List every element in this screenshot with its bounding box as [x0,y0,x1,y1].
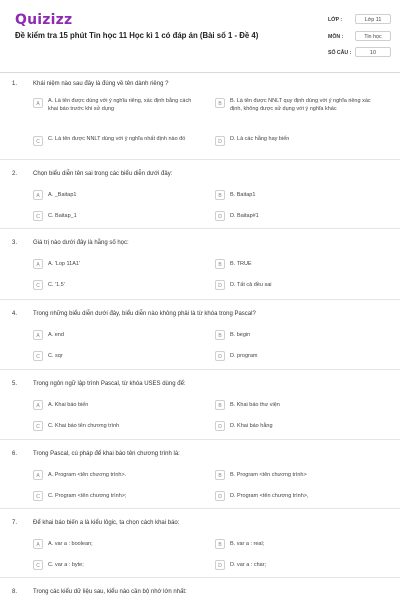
question-divider [0,508,400,509]
option-text: B. Là tên được NNLT quy định dùng với ý nghĩa riêng xác định, không được sử dụng với ý nghĩa khác [230,98,371,112]
option-text: C. Là tên được NNLT dùng với ý nghĩa nhất định nào đó [48,136,186,142]
option-letter-box: D [215,136,225,146]
answer-option-b[interactable] [215,330,375,340]
answer-option-a[interactable] [33,470,193,480]
option-text: C. Program <tên chương trình>; [48,493,127,499]
option-letter-box: D [215,491,225,501]
option-text: A. 'Lop 11A1' [48,261,80,267]
option-letter-box: C [33,280,43,290]
answer-option-d[interactable] [215,491,375,501]
option-text: B. Baitap1 [230,192,256,198]
question-number: 3. [12,240,18,246]
class-value: Lớp 11 [355,14,391,24]
answer-option-a[interactable] [33,400,193,410]
option-text: C. '1.5' [48,282,65,288]
worksheet-header [0,0,400,73]
answer-option-a[interactable] [33,330,193,340]
answer-option-c[interactable] [33,280,193,290]
option-text: A. Là tên được dùng với ý nghĩa riêng, xác định bằng cách khai báo trước khi sử dụng [48,98,192,112]
option-letter-box: C [33,211,43,221]
answer-option-d[interactable] [215,136,375,146]
option-letter-box: C [33,560,43,570]
option-text: C. Khai báo tên chương trình [48,423,120,429]
answer-option-b[interactable] [215,259,375,269]
subject-value: Tin học [355,31,391,41]
subject-label: MÔN : [328,34,344,40]
option-letter-box: B [215,98,225,108]
answer-option-c[interactable] [33,491,193,501]
answer-option-d[interactable] [215,421,375,431]
option-letter-box: A [33,470,43,480]
option-text: B. var a : real; [230,541,265,547]
question-divider [0,577,400,578]
question-number: 8. [12,589,18,595]
option-letter-box: B [215,470,225,480]
option-text: B. begin [230,332,251,338]
question-divider [0,228,400,229]
option-letter-box: B [215,190,225,200]
option-letter-box: C [33,421,43,431]
option-text: D. Là các hằng hay biến [230,136,290,142]
answer-option-a[interactable] [33,259,193,269]
answer-option-c[interactable] [33,421,193,431]
option-letter-box: C [33,491,43,501]
option-text: A. Program <tên chương trình>. [48,472,127,478]
question-text: Khái niệm nào sau đây là đúng về tên dành riêng ? [33,81,169,87]
answer-option-b[interactable] [215,190,375,200]
option-text: A. Khai báo biến [48,402,89,408]
option-letter-box: A [33,400,43,410]
option-letter-box: B [215,330,225,340]
question-text: Để khai báo biến a là kiểu lôgic, ta chọn cách khai báo: [33,520,180,526]
option-text: D. Program <tên chương trình>, [230,493,309,499]
question-text: Giá trị nào dưới đây là hằng số học: [33,240,129,246]
question-text: Trong Pascal, cú pháp để khai báo tên chương trình là: [33,451,180,457]
question-text: Trong ngôn ngữ lập trình Pascal, từ khóa USES dùng để: [33,381,186,387]
option-letter-box: D [215,211,225,221]
option-text: D. var a : char; [230,562,267,568]
question-number: 6. [12,451,18,457]
question-number: 2. [12,171,18,177]
option-text: A. _Baitap1 [48,192,77,198]
question-text: Trong những biểu diễn dưới đây, biểu diễn nào không phải là từ khóa trong Pascal? [33,311,256,317]
question-number: 5. [12,381,18,387]
class-label: LỚP : [328,17,343,23]
option-text: B. Khai báo thư viện [230,402,280,408]
option-text: B. TRUE [230,261,252,267]
answer-option-c[interactable] [33,351,193,361]
option-letter-box: A [33,330,43,340]
answer-option-c[interactable] [33,136,193,146]
option-text: C. var a : byte; [48,562,84,568]
question-text: Chọn biểu diễn tên sai trong các biểu diễn dưới đây: [33,171,173,177]
option-letter-box: C [33,136,43,146]
answer-option-c[interactable] [33,560,193,570]
option-text: D. Tất cả đều sai [230,282,272,288]
question-divider [0,369,400,370]
option-text: B. Program <tên chương trình> [230,472,307,478]
answer-option-b[interactable] [215,400,375,410]
answer-option-b[interactable] [215,539,375,549]
option-letter-box: C [33,351,43,361]
question-divider [0,439,400,440]
answer-option-b[interactable] [215,470,375,480]
answer-option-d[interactable] [215,560,375,570]
question-divider [0,299,400,300]
option-text: C. sqr [48,353,63,359]
question-number: 4. [12,311,18,317]
option-text: D. Baitap#1 [230,213,259,219]
option-text: C. Baitap_1 [48,213,77,219]
answer-option-d[interactable] [215,211,375,221]
option-letter-box: D [215,421,225,431]
question-text: Trong các kiểu dữ liệu sau, kiểu nào cần bộ nhớ lớn nhất: [33,589,187,595]
option-text: D. program [230,353,258,359]
option-letter-box: A [33,98,43,108]
option-letter-box: B [215,400,225,410]
quizizz-logo: Quizizz [15,12,73,28]
answer-option-b[interactable] [215,98,375,113]
question-number: 7. [12,520,18,526]
option-text: A. var a : boolean; [48,541,93,547]
question-count-label: SỐ CÂU : [328,50,352,56]
option-letter-box: D [215,560,225,570]
answer-option-d[interactable] [215,280,375,290]
question-divider [0,159,400,160]
option-text: A. end [48,332,64,338]
question-count-value: 10 [355,47,391,57]
option-letter-box: D [215,351,225,361]
option-letter-box: D [215,280,225,290]
option-letter-box: A [33,259,43,269]
worksheet-title: Đề kiểm tra 15 phút Tin học 11 Học kì 1 có đáp án (Bài số 1 - Đề 4) [15,31,259,40]
option-letter-box: A [33,539,43,549]
option-text: D. Khai báo hằng [230,423,273,429]
answer-option-d[interactable] [215,351,375,361]
question-number: 1. [12,81,18,87]
answer-option-a[interactable] [33,98,193,113]
option-letter-box: A [33,190,43,200]
option-letter-box: B [215,539,225,549]
option-letter-box: B [215,259,225,269]
answer-option-a[interactable] [33,539,193,549]
answer-option-a[interactable] [33,190,193,200]
answer-option-c[interactable] [33,211,193,221]
